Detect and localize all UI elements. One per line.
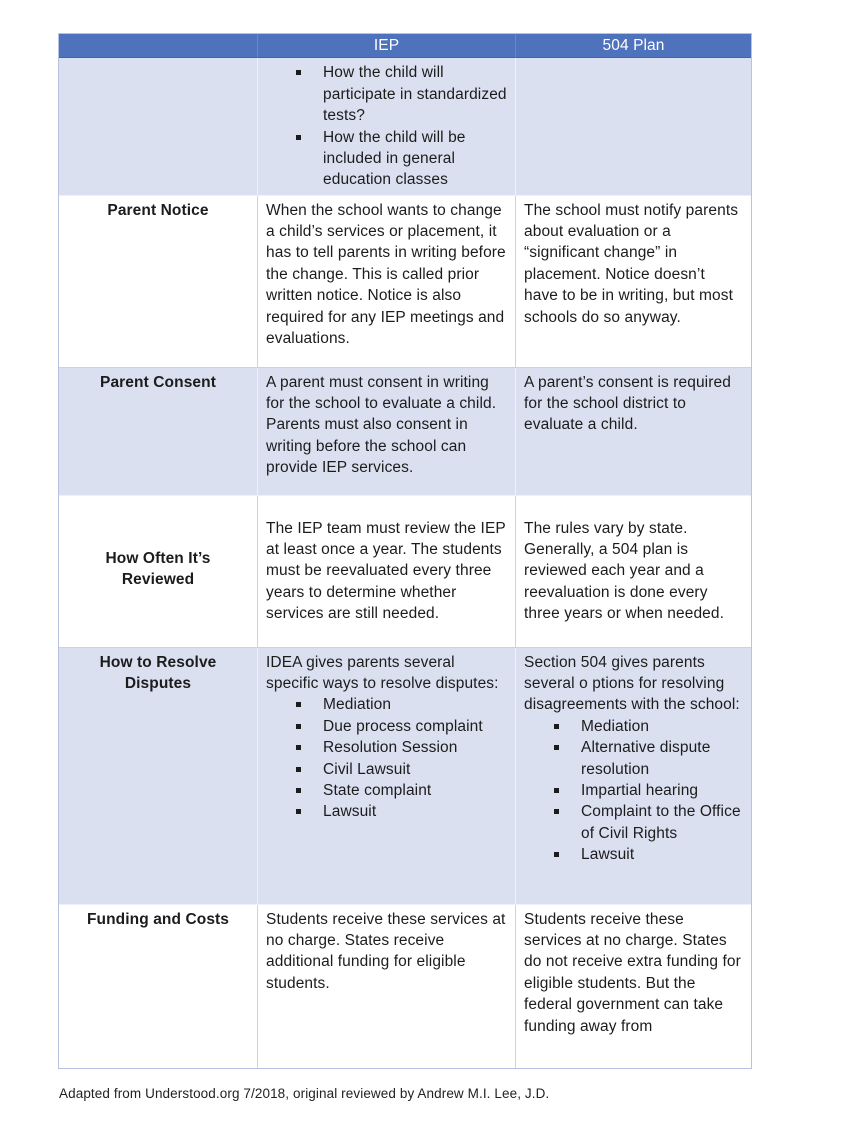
bullet-text: Alternative dispute resolution — [581, 739, 711, 778]
bullet-item — [266, 801, 507, 822]
row-label-cell — [59, 368, 258, 496]
bullet-square-icon — [296, 127, 323, 148]
table-row-parent-notice — [59, 196, 751, 368]
table-row-parent-consent — [59, 368, 751, 496]
plan504-intro-text: Section 504 gives parents several o ptions for resolving disagreements with the school: — [524, 653, 740, 714]
row-label-cell — [59, 648, 258, 905]
bullet-text: Impartial hearing — [581, 781, 699, 799]
iep-cell — [258, 648, 516, 905]
bullet-text: Civil Lawsuit — [323, 760, 411, 778]
bullet-square-icon — [296, 759, 323, 780]
table-row-how-often-reviewed — [59, 496, 751, 648]
iep-cell — [258, 905, 516, 1068]
bullet-square-icon — [296, 801, 323, 822]
row-label-cell — [59, 496, 258, 648]
bullet-item — [524, 801, 743, 844]
bullet-text: Lawsuit — [581, 846, 635, 863]
row-label-cell — [59, 58, 258, 195]
bullet-text: Mediation — [581, 717, 650, 735]
plan504-text: A parent’s consent is required for the school district to evaluate a child. — [524, 373, 731, 434]
iep-intro-text: IDEA gives parents several specific ways to resolve disputes: — [266, 653, 499, 692]
bullet-square-icon — [554, 844, 581, 865]
table-header-row — [59, 34, 751, 58]
bullet-item — [266, 694, 507, 715]
attribution-footnote: Adapted from Understood.org 7/2018, original reviewed by Andrew M.I. Lee, J.D. — [59, 1086, 550, 1101]
plan504-cell — [516, 368, 751, 496]
row-label: Parent Consent — [100, 373, 216, 391]
row-label: How to Resolve Disputes — [99, 653, 217, 692]
plan504-cell — [516, 496, 751, 648]
iep-cell — [258, 196, 516, 368]
bullet-square-icon — [554, 737, 581, 758]
bullet-text: Due process complaint — [323, 717, 483, 735]
row-label-cell — [59, 905, 258, 1068]
bullet-text: Complaint to the Office of Civil Rights — [581, 803, 741, 842]
iep-text: When the school wants to change a child’s services or placement, it has to tell parents in writing before the change. This is called prior written notice. Notice is also required for any IEP meetings and evaluations. — [266, 201, 506, 347]
iep-cell — [258, 58, 516, 195]
bullet-item — [266, 780, 507, 801]
row-label: Parent Notice — [107, 201, 209, 219]
bullet-text: Mediation — [323, 696, 392, 714]
bullet-square-icon — [296, 716, 323, 737]
bullet-square-icon — [296, 780, 323, 801]
header-iep-column: IEP — [258, 34, 516, 58]
header-label-column — [59, 34, 258, 58]
iep-text: A parent must consent in writing for the school to evaluate a child. Parents must also consent in writing before the school can provide IEP services. — [266, 373, 497, 477]
row-label-cell — [59, 196, 258, 368]
iep-text: The IEP team must review the IEP at least once a year. The students must be reevaluated every three years to determine whether services are still needed. — [266, 519, 506, 623]
table-row-funding-costs — [59, 905, 751, 1068]
bullet-text: State complaint — [323, 781, 432, 799]
bullet-square-icon — [296, 62, 323, 83]
table-row-resolve-disputes — [59, 648, 751, 905]
bullet-square-icon — [296, 737, 323, 758]
plan504-bullet-list — [524, 716, 743, 866]
plan504-cell — [516, 648, 751, 905]
iep-bullet-list — [266, 62, 507, 190]
bullet-item — [524, 716, 743, 737]
bullet-item — [266, 716, 507, 737]
bullet-text: Resolution Session — [323, 739, 458, 757]
plan504-text: The school must notify parents about evaluation or a “significant change” in placement. Notice doesn’t have to be in writing, but most schools do so anyway. — [524, 201, 739, 326]
bullet-item — [524, 780, 743, 801]
iep-bullet-list — [266, 694, 507, 822]
row-label: How Often It’s Reviewed — [105, 549, 211, 589]
row-label: Funding and Costs — [86, 910, 230, 928]
plan504-cell — [516, 58, 751, 195]
iep-cell — [258, 368, 516, 496]
bullet-item — [266, 127, 507, 191]
bullet-item — [524, 844, 743, 865]
bullet-text: How the child will be included in general education classes — [323, 128, 466, 189]
plan504-cell — [516, 905, 751, 1068]
bullet-item — [524, 737, 743, 780]
header-504-column: 504 Plan — [516, 34, 751, 58]
bullet-text: Lawsuit — [323, 803, 377, 821]
bullet-square-icon — [554, 780, 581, 801]
iep-text: Students receive these services at no charge. States receive additional funding for eligible students. — [266, 910, 506, 992]
table-row-continued-bullets — [59, 58, 751, 195]
bullet-square-icon — [296, 694, 323, 715]
plan504-cell — [516, 196, 751, 368]
bullet-text: How the child will participate in standardized tests? — [323, 64, 507, 125]
plan504-text: The rules vary by state. Generally, a 504 plan is reviewed each year and a reevaluation is done every three years or when needed. — [524, 519, 725, 623]
iep-cell — [258, 496, 516, 648]
bullet-square-icon — [554, 801, 581, 822]
iep-vs-504-comparison-table — [58, 33, 752, 1069]
bullet-item — [266, 737, 507, 758]
bullet-item — [266, 62, 507, 126]
bullet-square-icon — [554, 716, 581, 737]
bullet-item — [266, 759, 507, 780]
plan504-text: Students receive these services at no charge. States do not receive extra funding for eligible students. But the federal government can take funding away from — [524, 910, 741, 1035]
